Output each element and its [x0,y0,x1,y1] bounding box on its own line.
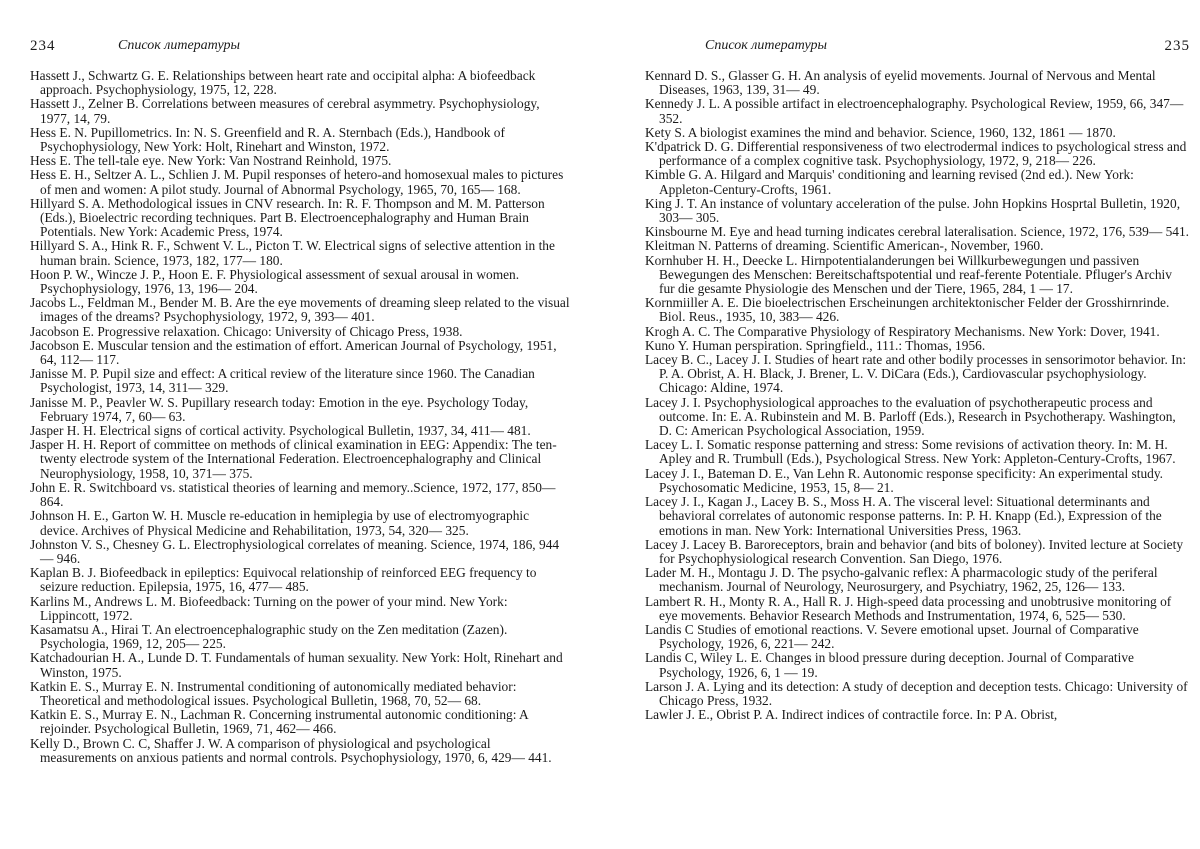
bibliography-entry: Kornmiiller A. E. Die bioelectrischen Erscheinungen architektonischer Felder der Grosshirnrinde. Biol. Reus., 1935, 10, 383— 426. [645,296,1190,324]
bibliography-entry: Kornhuber H. H., Deecke L. Hirnpotentialanderungen bei Willkurbewegungen und passiven Bewegungen des Menschen: Bereitschaftspotential und reaf-ferente Potentiale. Pfluger's Archiv fur die gesamte Physiologie des Menschen und der Tiere, 1965, 284, 1 — 17. [645,254,1190,297]
bibliography-entry: Kennedy J. L. A possible artifact in electroencephalography. Psychological Review, 1959, 66, 347— 352. [645,97,1190,125]
bibliography-entry: Kety S. A biologist examines the mind and behavior. Science, 1960, 132, 1861 — 1870. [645,126,1190,140]
bibliography-entry: Lacey J. I., Kagan J., Lacey B. S., Moss H. A. The visceral level: Situational determinants and behavioral correlates of autonomic response patterns. In: P. H. Knapp (Ed.), Expression of the emotions in man. New York: International Universities Press, 1963. [645,495,1190,538]
bibliography-entry: Kaplan B. J. Biofeedback in epileptics: Equivocal relationship of reinforced EEG frequency to seizure reduction. Epilepsia, 1975, 16, 477— 485. [30,566,570,594]
bibliography-entry: Kelly D., Brown C. C, Shaffer J. W. A comparison of physiological and psychological measurements on anxious patients and normal controls. Psychophysiology, 1970, 6, 429— 441. [30,737,570,765]
bibliography-entry: Janisse M. P. Pupil size and effect: A critical review of the literature since 1960. The Canadian Psychologist, 1973, 14, 311— 329. [30,367,570,395]
running-head: Список литературы [118,38,240,54]
bibliography-entry: K'dpatrick D. G. Differential responsiveness of two electrodermal indices to psychological stress and performance of a complex cognitive task. Psychophysiology, 1972, 9, 218— 226. [645,140,1190,168]
bibliography-entry: Katkin E. S., Murray E. N. Instrumental conditioning of autonomically mediated behavior: Theoretical and methodological issues. Psychological Bulletin, 1968, 70, 52— 68. [30,680,570,708]
bibliography-entry: Hassett J., Schwartz G. E. Relationships between heart rate and occipital alpha: A biofeedback approach. Psychophysiology, 1975, 12, 228. [30,69,570,97]
bibliography-entry: Hillyard S. A. Methodological issues in CNV research. In: R. F. Thompson and M. M. Patterson (Eds.), Bioelectric recording techniques. Part B. Electroencephalography and Human Brain Potentials. New York: Academic Press, 1974. [30,197,570,240]
bibliography-entry: Jacobson E. Progressive relaxation. Chicago: University of Chicago Press, 1938. [30,325,570,339]
bibliography-entry: Hess E. The tell-tale eye. New York: Van Nostrand Reinhold, 1975. [30,154,570,168]
bibliography-entry: Lambert R. H., Monty R. A., Hall R. J. High-speed data processing and unobtrusive monitoring of eye movements. Behavior Research Methods and Instrumentation, 1974, 6, 525— 530. [645,595,1190,623]
bibliography-entry: Kinsbourne M. Eye and head turning indicates cerebral lateralisation. Science, 1972, 176, 539— 541. [645,225,1190,239]
bibliography-list [30,69,570,765]
bibliography-entry: Jasper H. H. Electrical signs of cortical activity. Psychological Bulletin, 1937, 34, 411— 481. [30,424,570,438]
bibliography-entry: Lacey J. I., Bateman D. E., Van Lehn R. Autonomic response specificity: An experimental study. Psychosomatic Medicine, 1953, 15, 8— 21. [645,467,1190,495]
bibliography-entry: John E. R. Switchboard vs. statistical theories of learning and memory..Science, 1972, 177, 850— 864. [30,481,570,509]
bibliography-entry: Kimble G. A. Hilgard and Marquis' conditioning and learning revised (2nd ed.). New York: Appleton-Century-Crofts, 1961. [645,168,1190,196]
bibliography-entry: Kennard D. S., Glasser G. H. An analysis of eyelid movements. Journal of Nervous and Mental Diseases, 1963, 139, 31— 49. [645,69,1190,97]
bibliography-entry: Lacey J. Lacey B. Baroreceptors, brain and behavior (and bits of boloney). Invited lecture at Society for Psychophysiological research Convention. San Diego, 1976. [645,538,1190,566]
bibliography-entry: Jasper H. H. Report of committee on methods of clinical examination in EEG: Appendix: The ten-twenty electrode system of the International Federation. Electroencephalography and Clinical Neurophysiology, 1958, 10, 371— 375. [30,438,570,481]
bibliography-entry: Landis C Studies of emotional reactions. V. Severe emotional upset. Journal of Comparative Psychology, 1926, 6, 221— 242. [645,623,1190,651]
bibliography-entry: Johnson H. E., Garton W. H. Muscle re-education in hemiplegia by use of electromyographic device. Archives of Physical Medicine and Rehabilitation, 1973, 54, 320— 325. [30,509,570,537]
bibliography-entry: Jacobson E. Muscular tension and the estimation of effort. American Journal of Psychology, 1951, 64, 112— 117. [30,339,570,367]
bibliography-entry: Lacey J. I. Psychophysiological approaches to the evaluation of psychotherapeutic process and outcome. In: E. A. Rubinstein and M. B. Parloff (Eds.), Research in Psychotherapy. Washington, D. C: American Psychological Association, 1959. [645,396,1190,439]
bibliography-entry: Hess E. H., Seltzer A. L., Schlien J. M. Pupil responses of hetero-and homosexual males to pictures of men and women: A pilot study. Journal of Abnormal Psychology, 1965, 70, 165— 168. [30,168,570,196]
bibliography-entry: Jacobs L., Feldman M., Bender M. B. Are the eye movements of dreaming sleep related to the visual images of the dreams? Psychophysiology, 1972, 9, 393— 401. [30,296,570,324]
bibliography-entry: Krogh A. C. The Comparative Physiology of Respiratory Mechanisms. New York: Dover, 1941. [645,325,1190,339]
running-head: Список литературы [705,38,827,54]
book-spread [0,0,1200,849]
page-number: 235 [1165,38,1191,55]
bibliography-entry: Lacey B. C., Lacey J. I. Studies of heart rate and other bodily processes in sensorimotor behavior. In: P. A. Obrist, A. H. Black, J. Brener, L. V. DiCara (Eds.), Cardiovascular psychophysiology. Chicago: Aldine, 1974. [645,353,1190,396]
bibliography-entry: Katkin E. S., Murray E. N., Lachman R. Concerning instrumental autonomic conditioning: A rejoinder. Psychological Bulletin, 1969, 71, 462— 466. [30,708,570,736]
left-page [30,0,570,849]
bibliography-entry: Hassett J., Zelner B. Correlations between measures of cerebral asymmetry. Psychophysiology, 1977, 14, 79. [30,97,570,125]
bibliography-entry: Lader M. H., Montagu J. D. The psycho-galvanic reflex: A pharmacologic study of the periferal mechanism. Journal of Neurology, Neurosurgery, and Psychiatry, 1962, 25, 126— 133. [645,566,1190,594]
right-page [645,0,1190,849]
bibliography-entry: Larson J. A. Lying and its detection: A study of deception and deception tests. Chicago: University of Chicago Press, 1932. [645,680,1190,708]
bibliography-entry: Hillyard S. A., Hink R. F., Schwent V. L., Picton T. W. Electrical signs of selective attention in the human brain. Science, 1973, 182, 177— 180. [30,239,570,267]
bibliography-entry: King J. T. An instance of voluntary acceleration of the pulse. John Hopkins Hosprtal Bulletin, 1920, 303— 305. [645,197,1190,225]
page-number: 234 [30,38,56,55]
bibliography-entry: Lawler J. E., Obrist P. A. Indirect indices of contractile force. In: P A. Obrist, [645,708,1190,722]
bibliography-entry: Hess E. N. Pupillometrics. In: N. S. Greenfield and R. A. Sternbach (Eds.), Handbook of Psychophysiology, New York: Holt, Rinehart and Winston, 1972. [30,126,570,154]
bibliography-entry: Karlins M., Andrews L. M. Biofeedback: Turning on the power of your mind. New York: Lippincott, 1972. [30,595,570,623]
bibliography-entry: Johnston V. S., Chesney G. L. Electrophysiological correlates of meaning. Science, 1974, 186, 944— 946. [30,538,570,566]
bibliography-entry: Landis C, Wiley L. E. Changes in blood pressure during deception. Journal of Comparative Psychology, 1926, 6, 1 — 19. [645,651,1190,679]
bibliography-entry: Lacey L. I. Somatic response patterning and stress: Some revisions of activation theory. In: M. H. Apley and R. Trumbull (Eds.), Psychological Stress. New York: Appleton-Century-Crofts, 1967. [645,438,1190,466]
bibliography-entry: Kasamatsu A., Hirai T. An electroencephalographic study on the Zen meditation (Zazen). Psychologia, 1969, 12, 205— 225. [30,623,570,651]
bibliography-entry: Janisse M. P., Peavler W. S. Pupillary research today: Emotion in the eye. Psychology Today, February 1974, 7, 60— 63. [30,396,570,424]
bibliography-entry: Katchadourian H. A., Lunde D. T. Fundamentals of human sexuality. New York: Holt, Rinehart and Winston, 1975. [30,651,570,679]
bibliography-entry: Kuno Y. Human perspiration. Springfield., 111.: Thomas, 1956. [645,339,1190,353]
bibliography-entry: Kleitman N. Patterns of dreaming. Scientific American-, November, 1960. [645,239,1190,253]
bibliography-entry: Hoon P. W., Wincze J. P., Hoon E. F. Physiological assessment of sexual arousal in women. Psychophysiology, 1976, 13, 196— 204. [30,268,570,296]
bibliography-list [645,69,1190,722]
